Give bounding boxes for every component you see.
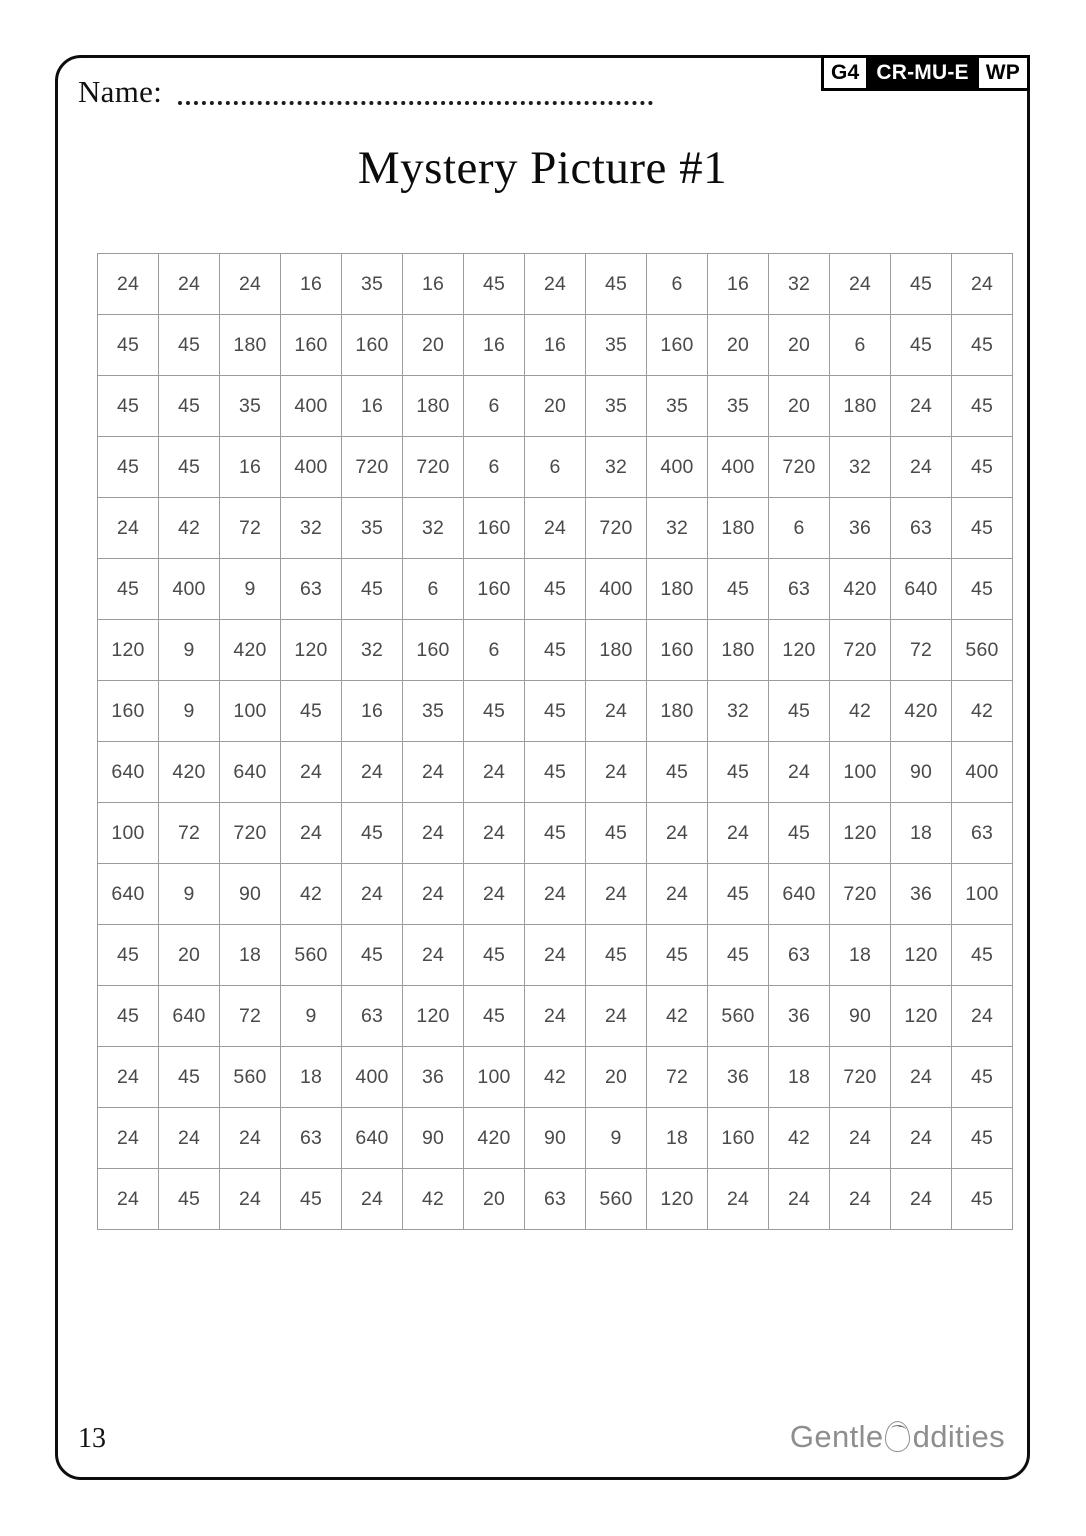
grid-cell[interactable]: 63	[281, 559, 342, 620]
grid-cell[interactable]: 72	[647, 1047, 708, 1108]
grid-cell[interactable]: 24	[281, 803, 342, 864]
grid-cell[interactable]: 45	[98, 315, 159, 376]
grid-cell[interactable]: 24	[464, 742, 525, 803]
grid-cell[interactable]: 6	[464, 376, 525, 437]
grid-cell[interactable]: 35	[342, 254, 403, 315]
grid-cell[interactable]: 24	[464, 803, 525, 864]
grid-cell[interactable]: 24	[830, 1108, 891, 1169]
grid-cell[interactable]: 72	[159, 803, 220, 864]
grid-cell[interactable]: 180	[708, 620, 769, 681]
grid-cell[interactable]: 160	[647, 620, 708, 681]
grid-cell[interactable]: 640	[159, 986, 220, 1047]
grid-cell[interactable]: 160	[464, 559, 525, 620]
grid-cell[interactable]: 420	[220, 620, 281, 681]
page-number: 13	[78, 1423, 106, 1454]
grid-cell[interactable]: 24	[98, 254, 159, 315]
grid-cell[interactable]: 24	[159, 254, 220, 315]
grid-cell[interactable]: 24	[891, 1047, 952, 1108]
grid-cell[interactable]: 32	[403, 498, 464, 559]
grid-cell[interactable]: 16	[403, 254, 464, 315]
brand-name-suffix: ddities	[912, 1419, 1005, 1454]
grid-cell[interactable]: 24	[98, 1108, 159, 1169]
grid-cell[interactable]: 32	[830, 437, 891, 498]
grid-cell[interactable]: 120	[769, 620, 830, 681]
grid-cell[interactable]: 72	[220, 498, 281, 559]
name-input-line[interactable]	[178, 101, 653, 105]
grid-cell[interactable]: 24	[952, 986, 1013, 1047]
grid-cell[interactable]: 24	[220, 1108, 281, 1169]
grid-cell[interactable]: 100	[952, 864, 1013, 925]
grid-cell[interactable]: 45	[952, 925, 1013, 986]
grid-cell[interactable]: 160	[403, 620, 464, 681]
grid-cell[interactable]: 45	[525, 620, 586, 681]
grid-cell[interactable]: 24	[891, 376, 952, 437]
grid-cell[interactable]: 6	[403, 559, 464, 620]
name-label: Name:	[78, 74, 163, 109]
brand-name-prefix: Gentle	[789, 1419, 884, 1454]
grid-cell[interactable]: 560	[952, 620, 1013, 681]
grid-cell[interactable]: 120	[830, 803, 891, 864]
grid-cell[interactable]: 45	[952, 1047, 1013, 1108]
grid-cell[interactable]: 16	[342, 376, 403, 437]
grid-cell[interactable]: 24	[708, 1169, 769, 1230]
grid-cell[interactable]: 63	[891, 498, 952, 559]
grid-cell[interactable]: 45	[159, 315, 220, 376]
grid-cell[interactable]: 24	[403, 864, 464, 925]
grid-cell[interactable]: 45	[708, 925, 769, 986]
grid-cell[interactable]: 45	[769, 681, 830, 742]
grid-cell[interactable]: 720	[403, 437, 464, 498]
grid-cell[interactable]: 560	[281, 925, 342, 986]
grid-cell[interactable]: 42	[159, 498, 220, 559]
grid-cell[interactable]: 9	[220, 559, 281, 620]
grid-cell[interactable]: 72	[220, 986, 281, 1047]
grid-cell[interactable]: 20	[586, 1047, 647, 1108]
grid-cell[interactable]: 20	[464, 1169, 525, 1230]
grid-cell[interactable]: 63	[342, 986, 403, 1047]
grid-cell[interactable]: 45	[464, 254, 525, 315]
grid-cell[interactable]: 400	[952, 742, 1013, 803]
grid-cell[interactable]: 42	[952, 681, 1013, 742]
badge-type: WP	[979, 58, 1027, 88]
grid-cell[interactable]: 24	[525, 925, 586, 986]
grid-cell[interactable]: 90	[220, 864, 281, 925]
grid-cell[interactable]: 24	[98, 1169, 159, 1230]
grid-cell[interactable]: 720	[830, 1047, 891, 1108]
grid-cell[interactable]: 45	[708, 864, 769, 925]
badge-grade: G4	[824, 58, 866, 88]
grid-cell[interactable]: 160	[281, 315, 342, 376]
grid-cell[interactable]: 120	[403, 986, 464, 1047]
grid-cell[interactable]: 45	[708, 559, 769, 620]
grid-cell[interactable]: 16	[281, 254, 342, 315]
grid-cell[interactable]: 45	[281, 1169, 342, 1230]
grid-cell[interactable]: 63	[525, 1169, 586, 1230]
grid-cell[interactable]: 180	[220, 315, 281, 376]
grid-cell[interactable]: 20	[159, 925, 220, 986]
grid-cell[interactable]: 160	[708, 1108, 769, 1169]
grid-cell[interactable]: 45	[464, 681, 525, 742]
grid-cell[interactable]: 120	[98, 620, 159, 681]
grid-cell[interactable]: 42	[647, 986, 708, 1047]
grid-cell[interactable]: 400	[342, 1047, 403, 1108]
grid-cell[interactable]: 24	[403, 742, 464, 803]
grid-row	[98, 315, 1013, 376]
grid-cell[interactable]: 24	[342, 742, 403, 803]
grid-cell[interactable]: 180	[708, 498, 769, 559]
grid-cell[interactable]: 32	[708, 681, 769, 742]
grid-row	[98, 559, 1013, 620]
grid-row	[98, 803, 1013, 864]
grid-cell[interactable]: 45	[952, 315, 1013, 376]
grid-cell[interactable]: 45	[159, 376, 220, 437]
grid-cell[interactable]: 400	[281, 376, 342, 437]
grid-cell[interactable]: 420	[159, 742, 220, 803]
grid-cell[interactable]: 35	[220, 376, 281, 437]
grid-cell[interactable]: 45	[464, 925, 525, 986]
grid-cell[interactable]: 35	[586, 376, 647, 437]
grid-cell[interactable]: 45	[952, 498, 1013, 559]
grid-cell[interactable]: 32	[281, 498, 342, 559]
grid-cell[interactable]: 720	[830, 620, 891, 681]
grid-cell[interactable]: 640	[98, 864, 159, 925]
grid-cell[interactable]: 20	[403, 315, 464, 376]
grid-cell[interactable]: 45	[98, 437, 159, 498]
grid-cell[interactable]: 45	[525, 559, 586, 620]
grid-cell[interactable]: 42	[830, 681, 891, 742]
grid-cell[interactable]: 45	[342, 803, 403, 864]
grid-cell[interactable]: 160	[464, 498, 525, 559]
grid-cell[interactable]: 16	[525, 315, 586, 376]
grid-cell[interactable]: 720	[769, 437, 830, 498]
grid-cell[interactable]: 24	[647, 864, 708, 925]
grid-cell[interactable]: 32	[586, 437, 647, 498]
grid-cell[interactable]: 120	[891, 925, 952, 986]
grid-cell[interactable]: 720	[342, 437, 403, 498]
grid-cell[interactable]: 45	[586, 254, 647, 315]
grid-cell[interactable]: 45	[952, 559, 1013, 620]
grid-cell[interactable]: 400	[281, 437, 342, 498]
grid-cell[interactable]: 45	[952, 376, 1013, 437]
grid-cell[interactable]: 63	[769, 559, 830, 620]
grid-cell[interactable]: 35	[647, 376, 708, 437]
egg-bird-icon	[885, 1421, 912, 1454]
grid-cell[interactable]: 45	[708, 742, 769, 803]
grid-cell[interactable]: 35	[342, 498, 403, 559]
grid-cell[interactable]: 63	[769, 925, 830, 986]
grid-cell[interactable]: 24	[952, 254, 1013, 315]
grid-cell[interactable]: 24	[891, 1169, 952, 1230]
grid-cell[interactable]: 32	[769, 254, 830, 315]
grid-cell[interactable]: 45	[647, 742, 708, 803]
grid-cell[interactable]: 20	[708, 315, 769, 376]
grid-cell[interactable]: 24	[342, 864, 403, 925]
grid-cell[interactable]: 560	[586, 1169, 647, 1230]
grid-cell[interactable]: 45	[952, 1169, 1013, 1230]
grid-cell[interactable]: 45	[891, 254, 952, 315]
grid-cell[interactable]: 45	[159, 1047, 220, 1108]
grid-row	[98, 925, 1013, 986]
grid-cell[interactable]: 24	[464, 864, 525, 925]
grid-cell[interactable]: 24	[586, 864, 647, 925]
grid-row	[98, 986, 1013, 1047]
page-title: Mystery Picture #1	[357, 142, 728, 194]
grid-cell[interactable]: 20	[769, 315, 830, 376]
grid-cell[interactable]: 24	[403, 803, 464, 864]
grid-cell[interactable]: 16	[464, 315, 525, 376]
grid-row	[98, 437, 1013, 498]
grid-cell[interactable]: 45	[952, 1108, 1013, 1169]
grid-cell[interactable]: 35	[586, 315, 647, 376]
grid-cell[interactable]: 42	[525, 1047, 586, 1108]
grid-cell[interactable]: 24	[525, 498, 586, 559]
grid-cell[interactable]: 72	[891, 620, 952, 681]
grid-cell[interactable]: 90	[891, 742, 952, 803]
grid-row	[98, 254, 1013, 315]
grid-cell[interactable]: 24	[769, 742, 830, 803]
grid-cell[interactable]: 24	[708, 803, 769, 864]
grid-row	[98, 1108, 1013, 1169]
grid-cell[interactable]: 36	[403, 1047, 464, 1108]
grid-cell[interactable]: 100	[464, 1047, 525, 1108]
grid-cell[interactable]: 18	[647, 1108, 708, 1169]
grid-cell[interactable]: 90	[830, 986, 891, 1047]
grid-cell[interactable]: 45	[952, 437, 1013, 498]
grid-cell[interactable]: 120	[647, 1169, 708, 1230]
grid-row	[98, 376, 1013, 437]
grid-cell[interactable]: 16	[220, 437, 281, 498]
grid-cell[interactable]: 160	[342, 315, 403, 376]
name-row	[78, 74, 653, 110]
grid-cell[interactable]: 24	[525, 986, 586, 1047]
grid-cell[interactable]: 20	[525, 376, 586, 437]
grid-row	[98, 498, 1013, 559]
grid-cell[interactable]: 24	[586, 742, 647, 803]
grid-cell[interactable]: 180	[647, 681, 708, 742]
grid-cell[interactable]: 640	[98, 742, 159, 803]
grid-cell[interactable]: 36	[708, 1047, 769, 1108]
grid-cell[interactable]: 6	[647, 254, 708, 315]
grid-cell[interactable]: 160	[647, 315, 708, 376]
grid-cell[interactable]: 9	[159, 620, 220, 681]
grid-cell[interactable]: 45	[281, 681, 342, 742]
grid-cell[interactable]: 32	[647, 498, 708, 559]
grid-cell[interactable]: 24	[647, 803, 708, 864]
grid-row	[98, 620, 1013, 681]
grid-cell[interactable]: 45	[342, 559, 403, 620]
grid-cell[interactable]: 720	[830, 864, 891, 925]
worksheet-page-frame	[55, 55, 1030, 1480]
grid-cell[interactable]: 24	[830, 254, 891, 315]
grid-cell[interactable]: 45	[647, 925, 708, 986]
grid-cell[interactable]: 400	[708, 437, 769, 498]
grid-cell[interactable]: 6	[464, 620, 525, 681]
grid-cell[interactable]: 24	[891, 437, 952, 498]
badge-code: CR-MU-E	[866, 58, 978, 88]
grid-cell[interactable]: 9	[586, 1108, 647, 1169]
grid-cell[interactable]: 6	[525, 437, 586, 498]
grid-cell[interactable]: 35	[708, 376, 769, 437]
grid-cell[interactable]: 24	[220, 1169, 281, 1230]
grid-cell[interactable]: 24	[830, 1169, 891, 1230]
grid-cell[interactable]: 45	[464, 986, 525, 1047]
grid-cell[interactable]: 560	[708, 986, 769, 1047]
grid-cell[interactable]: 24	[525, 864, 586, 925]
grid-cell[interactable]: 63	[281, 1108, 342, 1169]
grid-cell[interactable]: 45	[891, 315, 952, 376]
grid-row	[98, 681, 1013, 742]
grid-cell[interactable]: 560	[220, 1047, 281, 1108]
grid-cell[interactable]: 16	[708, 254, 769, 315]
grid-cell[interactable]: 42	[403, 1169, 464, 1230]
mystery-picture-grid[interactable]	[97, 253, 1013, 1230]
grid-cell[interactable]: 160	[98, 681, 159, 742]
grid-cell[interactable]: 35	[403, 681, 464, 742]
grid-cell[interactable]: 9	[159, 681, 220, 742]
grid-cell[interactable]: 24	[586, 986, 647, 1047]
grid-cell[interactable]: 120	[281, 620, 342, 681]
grid-cell[interactable]: 640	[769, 864, 830, 925]
grid-cell[interactable]: 45	[769, 803, 830, 864]
worksheet-code-badge	[821, 55, 1030, 91]
grid-cell[interactable]: 36	[830, 498, 891, 559]
grid-cell[interactable]: 720	[220, 803, 281, 864]
grid-cell[interactable]: 42	[769, 1108, 830, 1169]
grid-cell[interactable]: 100	[830, 742, 891, 803]
grid-cell[interactable]: 45	[525, 681, 586, 742]
grid-cell[interactable]: 18	[769, 1047, 830, 1108]
grid-cell[interactable]: 640	[342, 1108, 403, 1169]
grid-cell[interactable]: 16	[342, 681, 403, 742]
grid-cell[interactable]: 45	[98, 925, 159, 986]
grid-cell[interactable]: 24	[98, 1047, 159, 1108]
grid-cell[interactable]: 45	[342, 925, 403, 986]
grid-cell[interactable]: 400	[586, 559, 647, 620]
grid-cell[interactable]: 400	[159, 559, 220, 620]
grid-cell[interactable]: 45	[159, 1169, 220, 1230]
grid-cell[interactable]: 20	[769, 376, 830, 437]
grid-cell[interactable]: 180	[403, 376, 464, 437]
grid-cell[interactable]: 45	[586, 803, 647, 864]
grid-cell[interactable]: 24	[159, 1108, 220, 1169]
grid-cell[interactable]: 45	[525, 803, 586, 864]
grid-cell[interactable]: 420	[464, 1108, 525, 1169]
grid-cell[interactable]: 45	[525, 742, 586, 803]
grid-cell[interactable]: 24	[220, 254, 281, 315]
grid-cell[interactable]: 42	[281, 864, 342, 925]
grid-cell[interactable]: 24	[586, 681, 647, 742]
grid-row	[98, 742, 1013, 803]
grid-cell[interactable]: 6	[464, 437, 525, 498]
grid-cell[interactable]: 100	[98, 803, 159, 864]
grid-cell[interactable]: 24	[525, 254, 586, 315]
grid-cell[interactable]: 6	[769, 498, 830, 559]
grid-cell[interactable]: 420	[891, 681, 952, 742]
grid-cell[interactable]: 400	[647, 437, 708, 498]
grid-cell[interactable]: 45	[98, 986, 159, 1047]
grid-cell[interactable]: 90	[525, 1108, 586, 1169]
grid-row	[98, 1047, 1013, 1108]
grid-cell[interactable]: 640	[891, 559, 952, 620]
grid-cell[interactable]: 18	[281, 1047, 342, 1108]
grid-cell[interactable]: 720	[586, 498, 647, 559]
grid-cell[interactable]: 24	[281, 742, 342, 803]
grid-body	[98, 254, 1013, 1230]
brand-logo	[790, 1419, 1005, 1455]
grid-cell[interactable]: 24	[891, 1108, 952, 1169]
grid-cell[interactable]: 36	[891, 864, 952, 925]
grid-cell[interactable]: 45	[98, 376, 159, 437]
grid-cell[interactable]: 32	[342, 620, 403, 681]
grid-cell[interactable]: 18	[830, 925, 891, 986]
grid-cell[interactable]: 180	[830, 376, 891, 437]
grid-cell[interactable]: 18	[220, 925, 281, 986]
grid-cell[interactable]: 9	[159, 864, 220, 925]
grid-cell[interactable]: 100	[220, 681, 281, 742]
grid-cell[interactable]: 420	[830, 559, 891, 620]
grid-row	[98, 864, 1013, 925]
grid-cell[interactable]: 120	[891, 986, 952, 1047]
grid-cell[interactable]: 45	[159, 437, 220, 498]
grid-cell[interactable]: 90	[403, 1108, 464, 1169]
grid-cell[interactable]: 6	[830, 315, 891, 376]
grid-row	[98, 1169, 1013, 1230]
grid-cell[interactable]: 24	[403, 925, 464, 986]
grid-cell[interactable]: 18	[891, 803, 952, 864]
grid-cell[interactable]: 180	[647, 559, 708, 620]
grid-cell[interactable]: 24	[769, 1169, 830, 1230]
grid-cell[interactable]: 45	[98, 559, 159, 620]
grid-cell[interactable]: 24	[342, 1169, 403, 1230]
grid-cell[interactable]: 640	[220, 742, 281, 803]
grid-cell[interactable]: 36	[769, 986, 830, 1047]
grid-cell[interactable]: 180	[586, 620, 647, 681]
grid-cell[interactable]: 45	[586, 925, 647, 986]
grid-cell[interactable]: 24	[98, 498, 159, 559]
grid-cell[interactable]: 9	[281, 986, 342, 1047]
grid-cell[interactable]: 63	[952, 803, 1013, 864]
